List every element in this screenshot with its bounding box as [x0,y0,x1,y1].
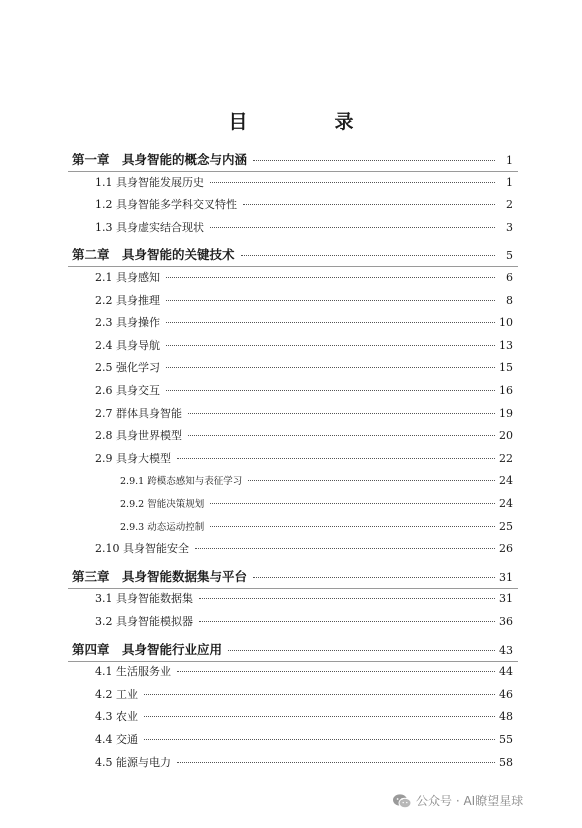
dot-leader [199,621,495,622]
toc-entry-subsection[interactable] [120,519,513,536]
dot-leader [248,480,495,481]
toc-entry-section[interactable] [95,197,513,213]
toc-entry-section[interactable] [95,383,513,399]
toc-entry-page-number: 15 [499,361,513,374]
toc-entry-page-number: 5 [506,249,513,262]
dot-leader [243,204,495,205]
toc-entry-label: 第一章 具身智能的概念与内涵 [72,152,248,167]
page-title: 目 录 [228,111,388,133]
toc-entry-label: 4.5 能源与电力 [95,756,171,769]
toc-entry-section[interactable] [95,591,513,607]
toc-entry-page-number: 22 [499,452,513,465]
toc-entry-label: 2.6 具身交互 [95,384,160,397]
dot-leader [144,694,495,695]
toc-entry-page-number: 36 [499,615,513,628]
toc-entry-page-number: 43 [499,644,513,657]
toc-entry-label: 2.10 具身智能安全 [95,542,189,555]
toc-entry-page-number: 10 [499,316,513,329]
toc-entry-page-number: 31 [499,571,513,584]
toc-entry-page-number: 58 [499,756,513,769]
toc-entry-section[interactable] [95,360,513,376]
toc-entry-page-number: 1 [506,154,513,167]
dot-leader [188,413,495,414]
chapter-divider-line [68,266,518,267]
dot-leader [210,182,495,183]
toc-entry-label: 2.4 具身导航 [95,339,160,352]
toc-entry-label: 2.9 具身大模型 [95,452,171,465]
dot-leader [195,548,495,549]
toc-entry-label: 第二章 具身智能的关键技术 [72,247,235,262]
toc-entry-section[interactable] [95,338,513,354]
toc-entry-label: 2.7 群体具身智能 [95,407,182,420]
toc-entry-section[interactable] [95,220,513,236]
toc-entry-label: 1.3 具身虚实结合现状 [95,221,204,234]
toc-entry-page-number: 44 [499,665,513,678]
toc-entry-label: 2.9.1 跨模态感知与表征学习 [120,476,243,487]
toc-entry-section[interactable] [95,709,513,725]
toc-entry-page-number: 24 [499,497,513,510]
toc-entry-section[interactable] [95,428,513,444]
toc-entry-label: 2.9.2 智能决策规划 [120,499,205,510]
toc-entry-section[interactable] [95,664,513,680]
toc-entry-section[interactable] [95,687,513,703]
toc-entry-page-number: 48 [499,710,513,723]
dot-leader [166,390,495,391]
toc-entry-label: 4.4 交通 [95,733,138,746]
dot-leader [210,227,495,228]
toc-entry-page-number: 24 [499,474,513,487]
dot-leader [166,277,495,278]
toc-entry-section[interactable] [95,175,513,191]
toc-entry-page-number: 46 [499,688,513,701]
toc-entry-section[interactable] [95,614,513,630]
toc-entry-label: 2.3 具身操作 [95,316,160,329]
toc-entry-page-number: 55 [499,733,513,746]
dot-leader [166,345,495,346]
toc-entry-label: 4.2 工业 [95,688,138,701]
toc-entry-page-number: 26 [499,542,513,555]
dot-leader [210,526,495,527]
dot-leader [166,367,495,368]
toc-entry-label: 第四章 具身智能行业应用 [72,642,223,657]
toc-entry-page-number: 31 [499,592,513,605]
toc-entry-page-number: 2 [506,198,513,211]
dot-leader [253,160,495,161]
toc-entry-section[interactable] [95,293,513,309]
watermark-text: 公众号 · AI瞭望星球 [416,794,524,808]
dot-leader [177,671,495,672]
toc-entry-page-number: 8 [506,294,513,307]
watermark [392,792,523,809]
toc-entry-chapter[interactable] [72,569,513,586]
toc-entry-label: 2.1 具身感知 [95,271,160,284]
toc-entry-page-number: 16 [499,384,513,397]
toc-entry-section[interactable] [95,315,513,331]
toc-entry-label: 1.2 具身智能多学科交叉特性 [95,198,237,211]
chapter-divider-line [68,171,518,172]
toc-entry-label: 1.1 具身智能发展历史 [95,176,204,189]
toc-entry-page-number: 25 [499,520,513,533]
wechat-icon [392,793,412,809]
toc-entry-section[interactable] [95,406,513,422]
toc-entry-chapter[interactable] [72,247,513,264]
toc-entry-page-number: 20 [499,429,513,442]
dot-leader [188,435,495,436]
chapter-divider-line [68,588,518,589]
toc-entry-subsection[interactable] [120,473,513,490]
toc-entry-label: 4.1 生活服务业 [95,665,171,678]
toc-entry-label: 2.9.3 动态运动控制 [120,522,205,533]
toc-entry-page-number: 1 [506,176,513,189]
dot-leader [144,716,495,717]
toc-entry-label: 2.8 具身世界模型 [95,429,182,442]
dot-leader [177,458,495,459]
toc-entry-page-number: 6 [506,271,513,284]
toc-entry-section[interactable] [95,451,513,467]
toc-entry-section[interactable] [95,541,513,557]
toc-entry-section[interactable] [95,732,513,748]
toc-entry-section[interactable] [95,755,513,771]
dot-leader [228,650,495,651]
toc-entry-label: 2.5 强化学习 [95,361,160,374]
toc-entry-label: 2.2 具身推理 [95,294,160,307]
toc-entry-label: 第三章 具身智能数据集与平台 [72,569,248,584]
toc-entry-chapter[interactable] [72,152,513,169]
toc-entry-label: 3.1 具身智能数据集 [95,592,193,605]
toc-entry-chapter[interactable] [72,642,513,659]
toc-entry-page-number: 3 [506,221,513,234]
toc-entry-page-number: 19 [499,407,513,420]
toc-entry-page-number: 13 [499,339,513,352]
toc-entry-label: 4.3 农业 [95,710,138,723]
dot-leader [144,739,495,740]
dot-leader [199,598,495,599]
dot-leader [253,577,495,578]
dot-leader [166,300,495,301]
dot-leader [210,503,495,504]
toc-entry-label: 3.2 具身智能模拟器 [95,615,193,628]
dot-leader [241,255,495,256]
chapter-divider-line [68,661,518,662]
toc-entry-section[interactable] [95,270,513,286]
toc-entry-subsection[interactable] [120,496,513,513]
dot-leader [166,322,495,323]
dot-leader [177,762,495,763]
